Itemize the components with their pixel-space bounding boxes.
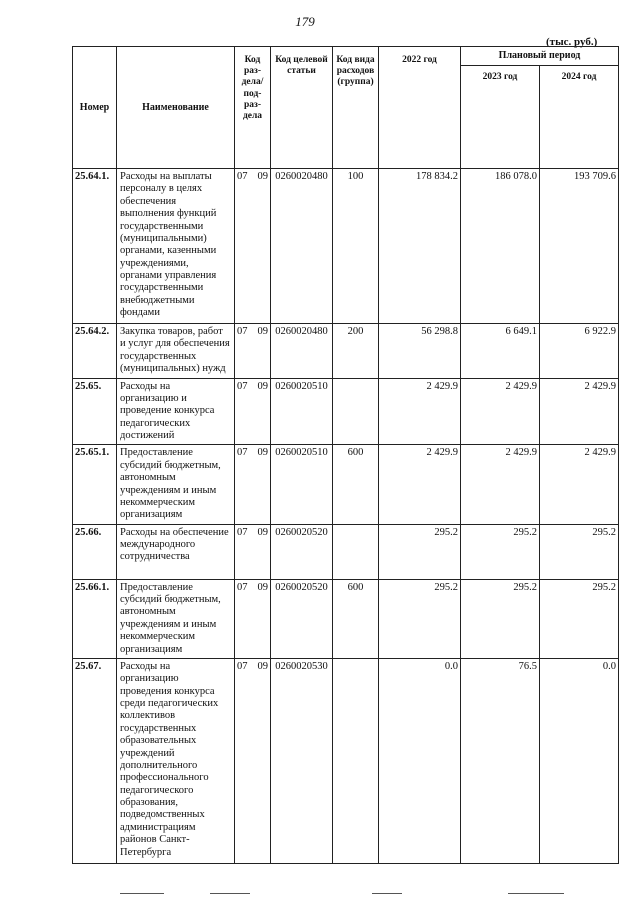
row-section: [235, 378, 271, 445]
row-section: [235, 169, 271, 324]
row-target: 0260020520: [271, 579, 333, 658]
budget-table: [72, 46, 619, 864]
subsection-code: 09: [257, 660, 268, 672]
header-target: Код целевой статьи: [271, 47, 333, 169]
header-year-2022: 2022 год: [379, 47, 461, 169]
row-name: Предоставление субсидий бюджетным, автономным учреждениям и иным некоммерческим организациям: [117, 579, 235, 658]
section-code: 07: [237, 171, 248, 182]
row-expense-type: [333, 378, 379, 445]
row-number: 25.64.2.: [73, 324, 117, 379]
row-target: 0260020530: [271, 658, 333, 863]
footer-line: [120, 893, 164, 894]
table-row: [73, 445, 619, 524]
header-number: Номер: [73, 47, 117, 169]
row-section: [235, 324, 271, 379]
table-row: [73, 579, 619, 658]
row-number: 25.67.: [73, 658, 117, 863]
row-target: 0260020480: [271, 324, 333, 379]
section-code: 07: [237, 326, 248, 337]
header-section: Код раз-дела/ под-раз-дела: [235, 47, 271, 169]
units-label: (тыс. руб.): [546, 36, 598, 48]
subsection-code: 09: [257, 380, 268, 392]
row-target: 0260020480: [271, 169, 333, 324]
row-number: 25.65.1.: [73, 445, 117, 524]
subsection-code: 09: [257, 526, 268, 538]
header-expense-type: Код вида расходов (группа): [333, 47, 379, 169]
footer-line: [210, 893, 250, 894]
row-section: [235, 524, 271, 579]
table-row: [73, 324, 619, 379]
row-amount-2022: 295.2: [379, 524, 461, 579]
row-amount-2024: 193 709.6: [540, 169, 619, 324]
row-amount-2022: 0.0: [379, 658, 461, 863]
row-expense-type: 200: [333, 324, 379, 379]
header-name: Наименование: [117, 47, 235, 169]
row-number: 25.66.1.: [73, 579, 117, 658]
subsection-code: 09: [257, 326, 268, 337]
row-amount-2022: 2 429.9: [379, 378, 461, 445]
subsection-code: 09: [257, 171, 268, 182]
row-expense-type: 100: [333, 169, 379, 324]
row-amount-2024: 6 922.9: [540, 324, 619, 379]
row-amount-2024: 2 429.9: [540, 445, 619, 524]
row-section: [235, 579, 271, 658]
section-code: 07: [237, 660, 248, 672]
page-number: 179: [295, 14, 315, 29]
row-amount-2023: 295.2: [461, 579, 540, 658]
header-year-2023: 2023 год: [461, 66, 540, 169]
footer-line: [508, 893, 564, 894]
header-year-2024: 2024 год: [540, 66, 619, 169]
row-name: Закупка товаров, работ и услуг для обеспечения государственных (муниципальных) нужд: [117, 324, 235, 379]
row-amount-2022: 178 834.2: [379, 169, 461, 324]
subsection-code: 09: [257, 447, 268, 459]
row-expense-type: 600: [333, 445, 379, 524]
row-name: Расходы на обеспечение международного сотрудничества: [117, 524, 235, 579]
row-target: 0260020510: [271, 445, 333, 524]
row-expense-type: [333, 524, 379, 579]
row-name: Расходы на выплаты персоналу в целях обеспечения выполнения функций государственными (муниципальными) органами, казенными учреждениями, органами управления государственными внебюджетными фондами: [117, 169, 235, 324]
row-target: 0260020520: [271, 524, 333, 579]
section-code: 07: [237, 447, 248, 459]
section-code: 07: [237, 581, 248, 593]
row-amount-2024: 295.2: [540, 524, 619, 579]
table-row: [73, 658, 619, 863]
row-section: [235, 445, 271, 524]
row-amount-2023: 295.2: [461, 524, 540, 579]
row-number: 25.65.: [73, 378, 117, 445]
footer-line: [372, 893, 402, 894]
row-amount-2024: 295.2: [540, 579, 619, 658]
row-number: 25.66.: [73, 524, 117, 579]
row-amount-2024: 2 429.9: [540, 378, 619, 445]
row-amount-2023: 6 649.1: [461, 324, 540, 379]
row-amount-2022: 2 429.9: [379, 445, 461, 524]
row-name: Расходы на организацию проведения конкурса среди педагогических коллективов государственных образовательных учреждений дополнительного профессионального педагогического образования, подведомственных администрациям районов Санкт-Петербурга: [117, 658, 235, 863]
row-name: Расходы на организацию и проведение конкурса педагогических достижений: [117, 378, 235, 445]
subsection-code: 09: [257, 581, 268, 593]
row-amount-2022: 295.2: [379, 579, 461, 658]
row-section: [235, 658, 271, 863]
row-amount-2023: 2 429.9: [461, 445, 540, 524]
row-amount-2022: 56 298.8: [379, 324, 461, 379]
table-row: [73, 524, 619, 579]
section-code: 07: [237, 380, 248, 392]
row-expense-type: [333, 658, 379, 863]
row-number: 25.64.1.: [73, 169, 117, 324]
row-amount-2023: 186 078.0: [461, 169, 540, 324]
row-amount-2023: 76.5: [461, 658, 540, 863]
row-name: Предоставление субсидий бюджетным, автономным учреждениям и иным некоммерческим организациям: [117, 445, 235, 524]
row-target: 0260020510: [271, 378, 333, 445]
section-code: 07: [237, 526, 248, 538]
row-amount-2024: 0.0: [540, 658, 619, 863]
table-row: [73, 169, 619, 324]
row-amount-2023: 2 429.9: [461, 378, 540, 445]
header-plan-period: Плановый период: [461, 47, 619, 66]
row-expense-type: 600: [333, 579, 379, 658]
table-row: [73, 378, 619, 445]
